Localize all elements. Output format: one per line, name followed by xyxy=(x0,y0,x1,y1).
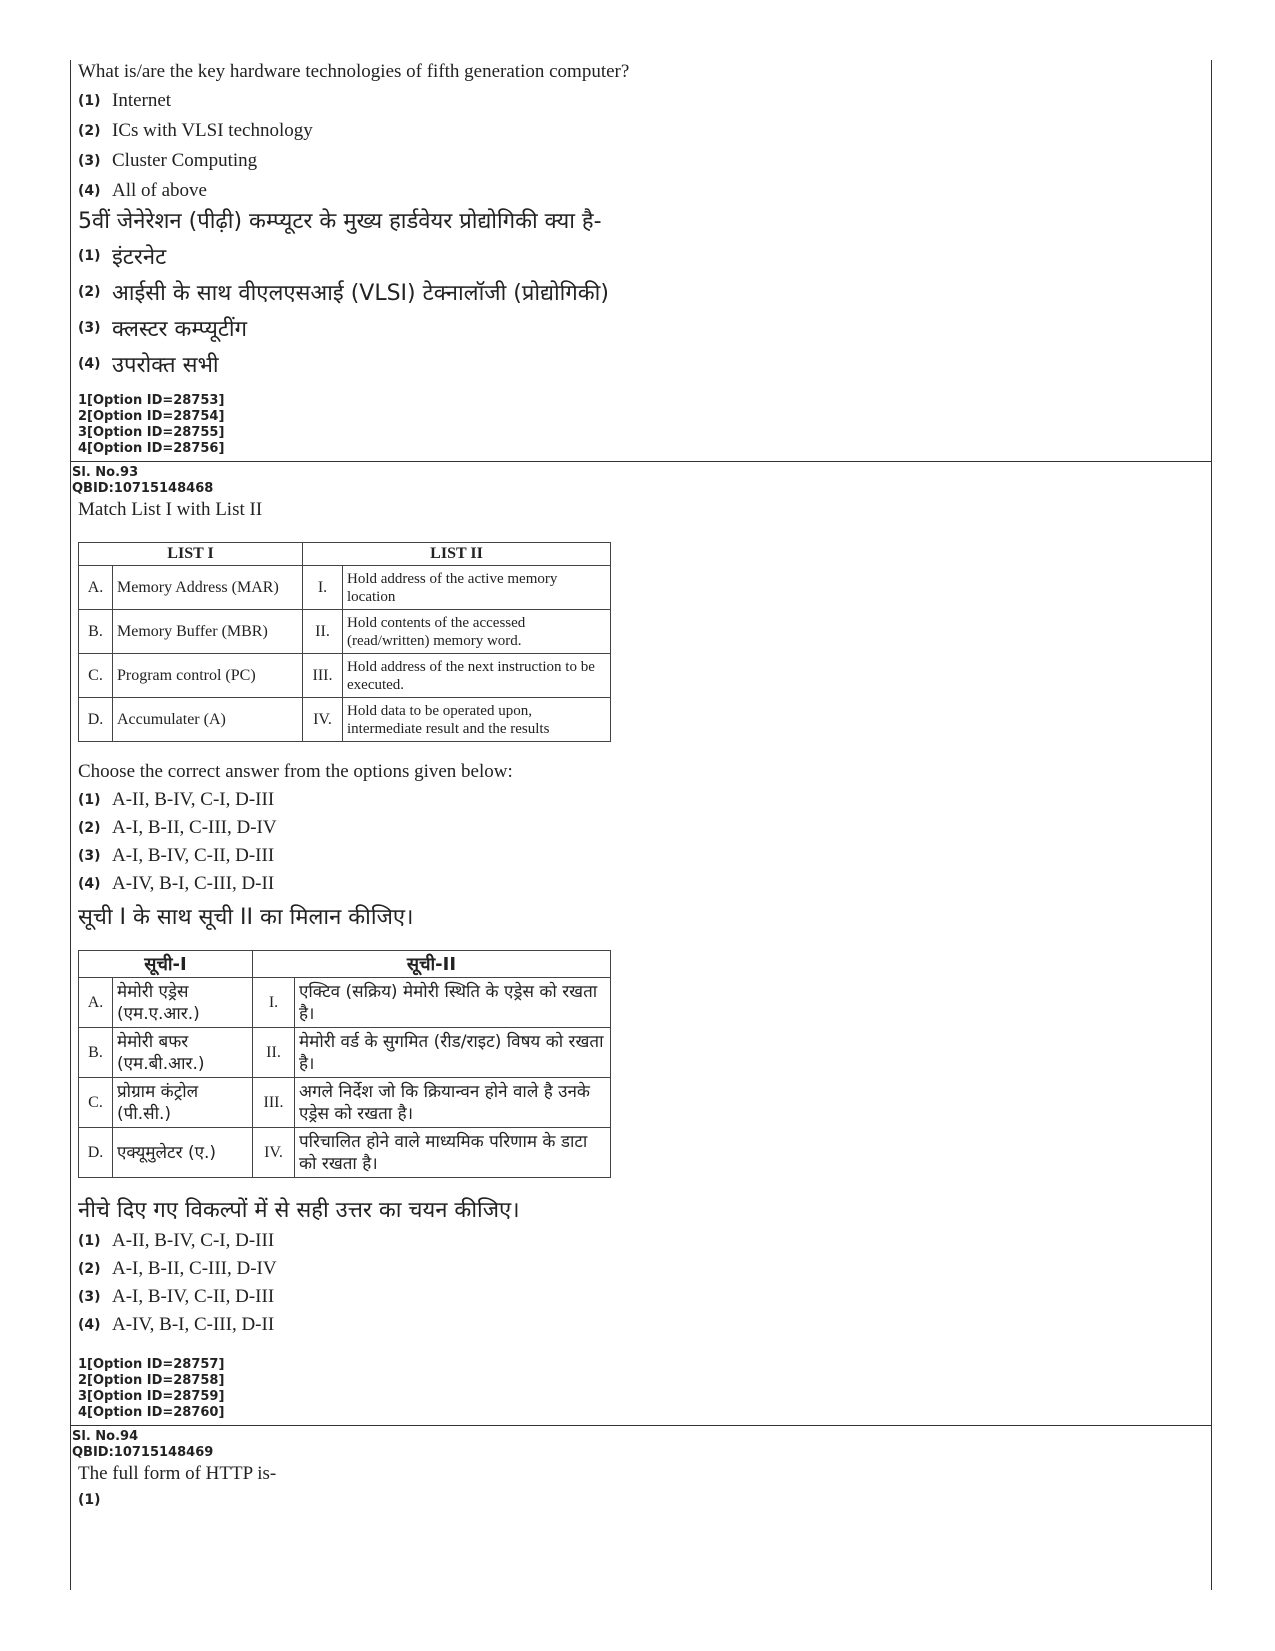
option-ids: 1[Option ID=28753] 2[Option ID=28754] 3[Option ID=28755] 4[Option ID=28756] xyxy=(78,393,225,456)
list-i-header: LIST I xyxy=(79,543,303,566)
list-ii-header: LIST II xyxy=(303,543,611,566)
suchi-i-header: सूची-I xyxy=(79,951,253,978)
option-2-hi[interactable]: (2) आईसी के साथ वीएलएसआई (VLSI) टेक्नालॉजी (प्रोद्योगिकी) xyxy=(78,281,609,306)
option-ids: 1[Option ID=28757] 2[Option ID=28758] 3[Option ID=28759] 4[Option ID=28760] xyxy=(78,1357,225,1420)
question-93-options-en xyxy=(78,760,1198,934)
left-border xyxy=(70,60,71,1590)
right-border xyxy=(1211,60,1212,1590)
option-2-en[interactable]: (2) ICs with VLSI technology xyxy=(78,120,313,141)
option-3-hi[interactable]: (3) A-I, B-IV, C-II, D-III xyxy=(78,1286,275,1307)
question-sheet xyxy=(70,60,1210,1590)
question-text-hi: 5वीं जेनेरेशन (पीढ़ी) कम्प्यूटर के मुख्य हार्डवेयर प्रोद्योगिकी क्या है- xyxy=(78,209,602,234)
option-2-en[interactable]: (2) A-I, B-II, C-III, D-IV xyxy=(78,817,277,838)
option-3-hi[interactable]: (3) क्लस्टर कम्प्यूटींग xyxy=(78,317,248,342)
divider xyxy=(70,461,1212,462)
option-4-en[interactable]: (4) A-IV, B-I, C-III, D-II xyxy=(78,873,275,894)
choose-text-en: Choose the correct answer from the options given below: xyxy=(78,761,513,782)
match-table-hi: सूची-I सूची-II A. मेमोरी एड्रेस (एम.ए.आर.) I. एक्टिव (सक्रिय) मेमोरी स्थिति के एड्रेस को रखता है। B. मेमोरी बफर (एम.बी.आर.) II. मेमोरी वर्ड के सुगमित (रीड/राइट) विषय को रखता है। C. प्रोग्राम कंट्रोल (पी.सी.) III. अगले निर्देश जो कि क्रियान्वन होने वाले है उनके एड्रेस को रखता है। D. एक्यूमुलेटर (ए.) IV. परिचालित होने वाले माध्यमिक परिणाम के डाटा को रखता है। xyxy=(78,950,611,1178)
question-93-meta xyxy=(72,465,1192,497)
option-4-en[interactable]: (4) All of above xyxy=(78,180,207,201)
question-93 xyxy=(78,498,1198,522)
option-2-hi[interactable]: (2) A-I, B-II, C-III, D-IV xyxy=(78,1258,277,1279)
option-1-en[interactable]: (1) Internet xyxy=(78,90,172,111)
choose-text-hi: नीचे दिए गए विकल्पों में से सही उत्तर का चयन कीजिए। xyxy=(78,1198,520,1223)
question-92 xyxy=(78,60,1198,382)
option-1-hi[interactable]: (1) A-II, B-IV, C-I, D-III xyxy=(78,1230,275,1251)
option-3-en[interactable]: (3) Cluster Computing xyxy=(78,150,258,171)
option-3-en[interactable]: (3) A-I, B-IV, C-II, D-III xyxy=(78,845,275,866)
option-4-hi[interactable]: (4) A-IV, B-I, C-III, D-II xyxy=(78,1314,275,1335)
question-94-meta xyxy=(72,1429,1192,1461)
question-93-options-hi xyxy=(78,1195,1198,1339)
serial-number: Sl. No.93 xyxy=(72,465,139,480)
qbid: QBID:10715148468 xyxy=(72,481,214,496)
option-4-hi[interactable]: (4) उपरोक्त सभी xyxy=(78,353,219,378)
serial-number: Sl. No.94 xyxy=(72,1429,139,1444)
option-1-en[interactable]: (1) A-II, B-IV, C-I, D-III xyxy=(78,789,275,810)
question-text-en: Match List I with List II xyxy=(78,499,263,520)
option-1-hi[interactable]: (1) इंटरनेट xyxy=(78,245,167,270)
suchi-ii-header: सूची-II xyxy=(253,951,611,978)
question-text-en: The full form of HTTP is- xyxy=(78,1463,277,1484)
divider xyxy=(70,1425,1212,1426)
question-text-en: What is/are the key hardware technologies of fifth generation computer? xyxy=(78,61,630,82)
question-text-hi: सूची I के साथ सूची II का मिलान कीजिए। xyxy=(78,905,414,930)
qbid: QBID:10715148469 xyxy=(72,1445,214,1460)
question-94 xyxy=(78,1462,1198,1514)
match-table-en: LIST I LIST II A. Memory Address (MAR) I. Hold address of the active memory location B. Memory Buffer (MBR) II. Hold contents of the accessed (read/written) memory word. C. Program control (PC) III. Hold address of the next instruction to be executed. D. Accumulater (A) IV. Hold data to be operated upon, intermediate result and the results xyxy=(78,542,611,742)
option-1-en[interactable]: (1) xyxy=(78,1492,101,1508)
